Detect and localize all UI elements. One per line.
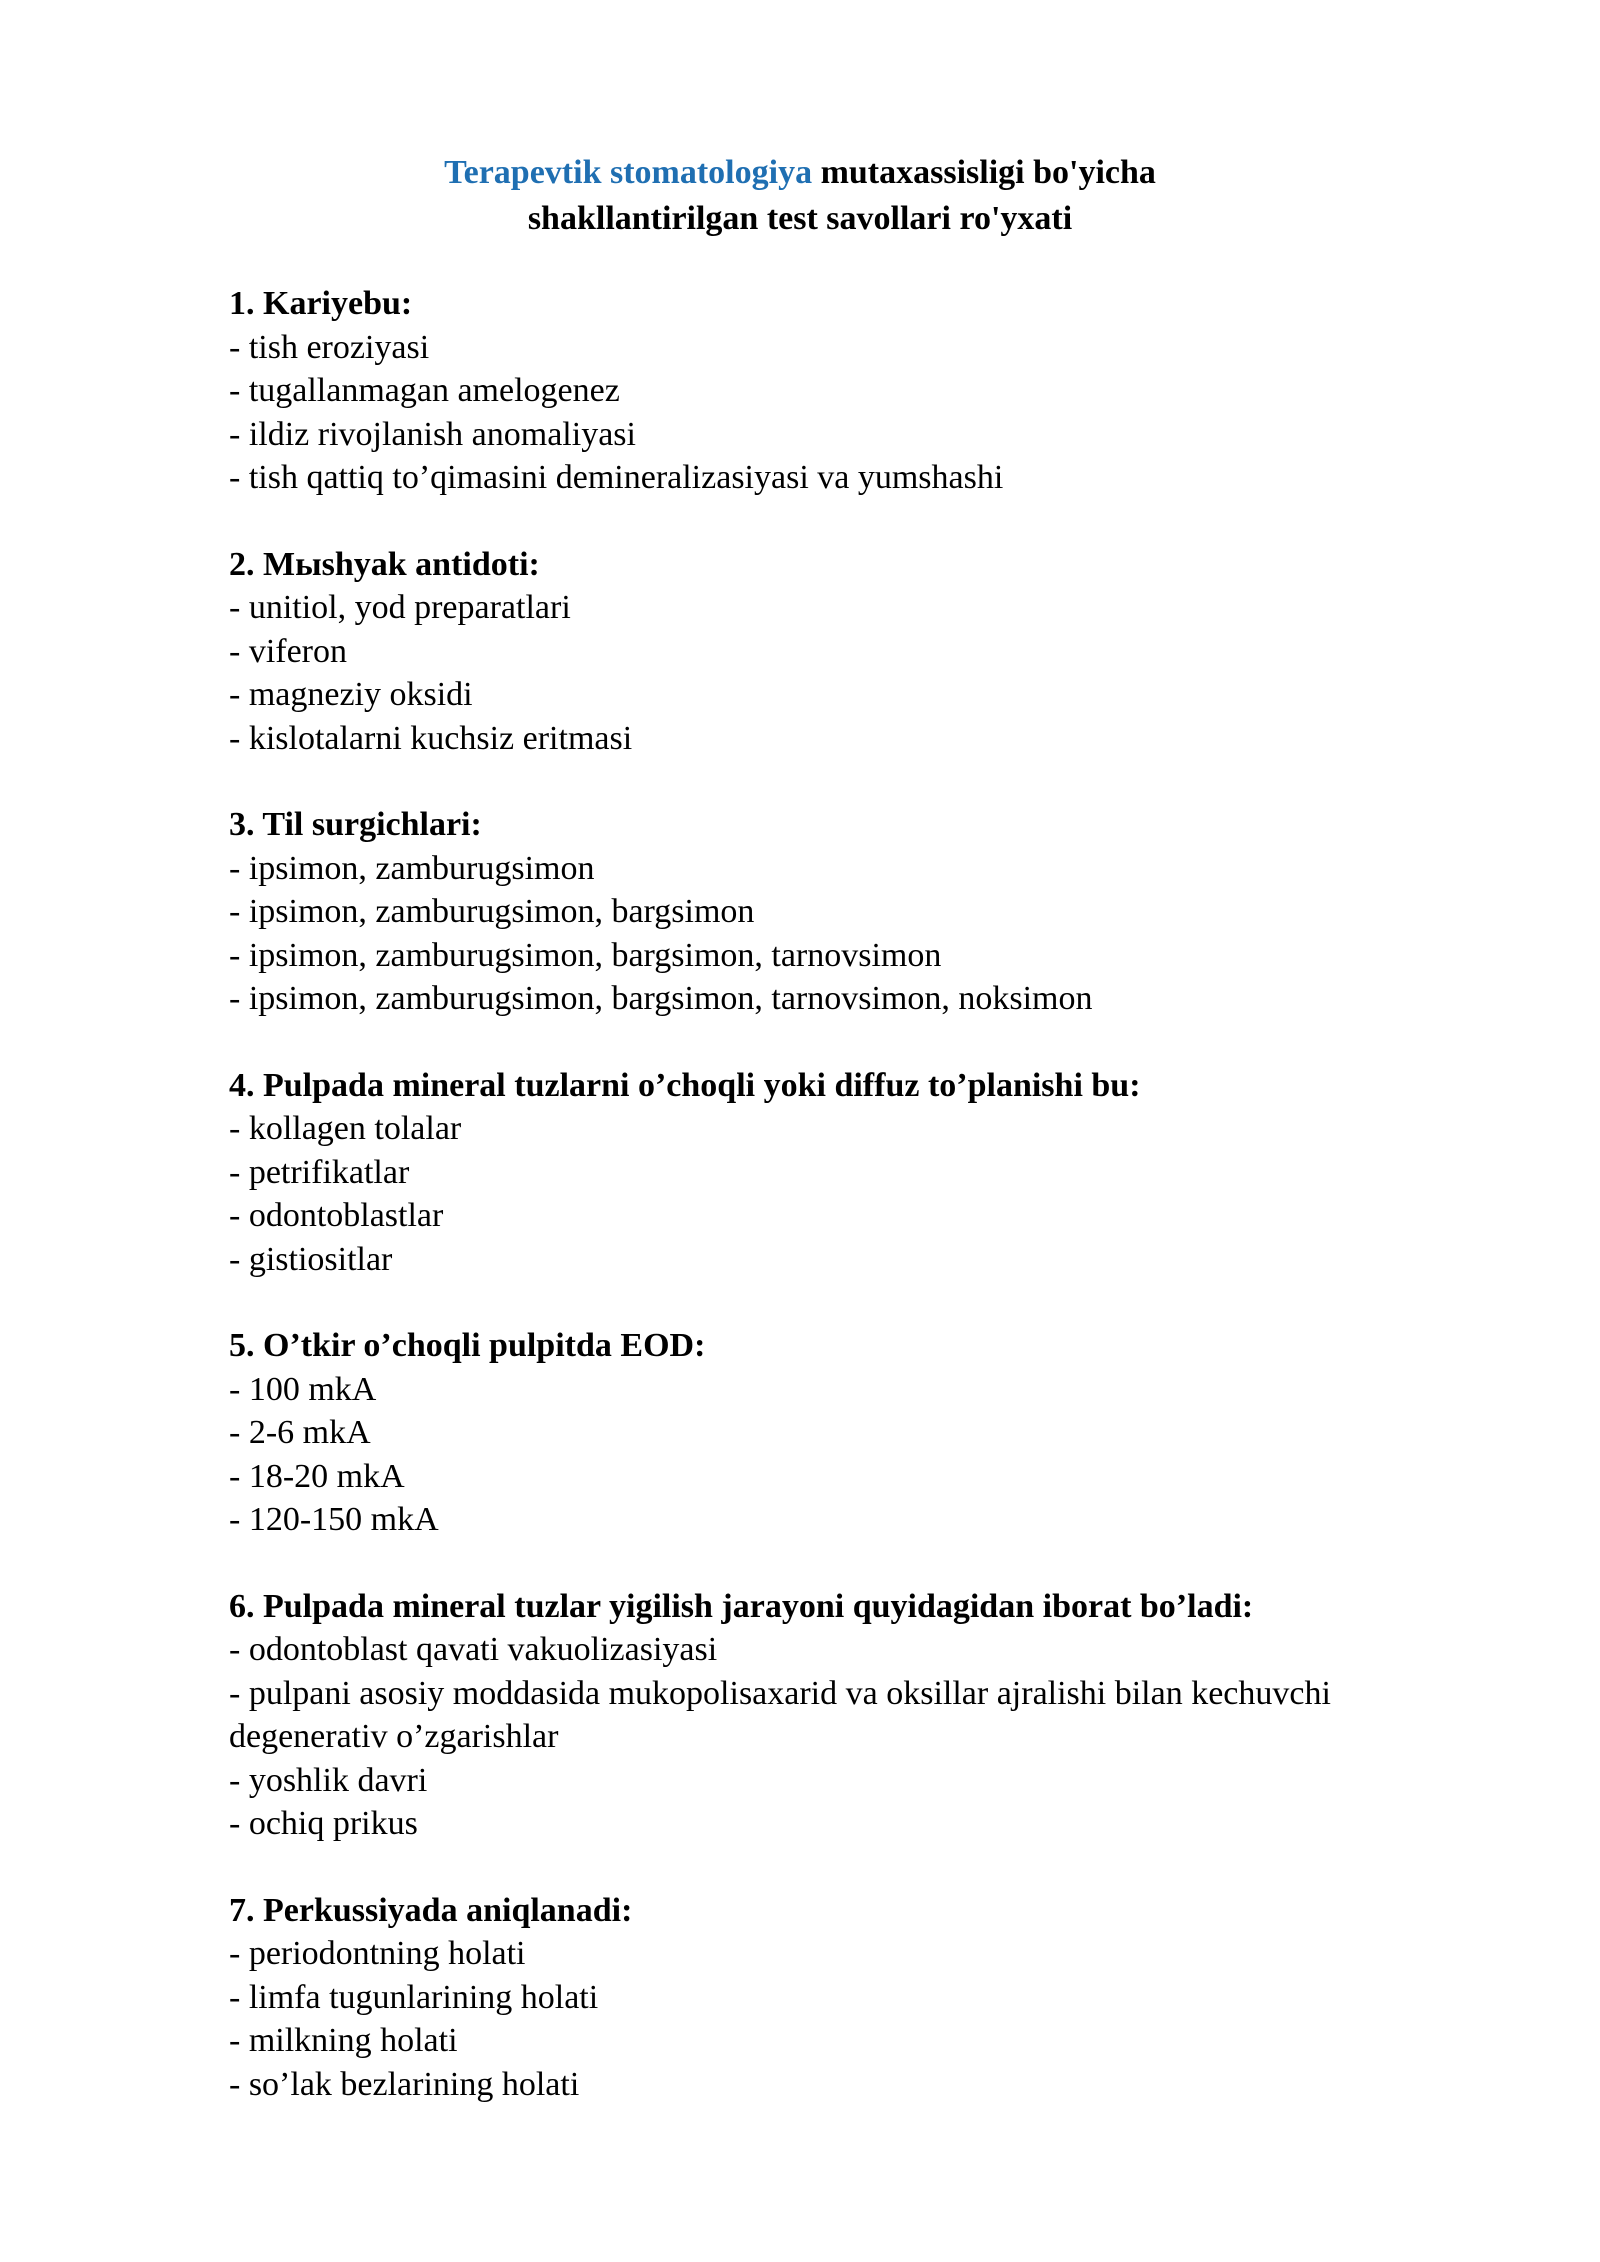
answer-options xyxy=(229,847,1469,1021)
answer-option: - ipsimon, zamburugsimon xyxy=(229,849,595,887)
question-2 xyxy=(229,543,1469,761)
title-line-1-rest: mutaxassisligi bo'yicha xyxy=(812,154,1156,191)
answer-options xyxy=(229,1368,1469,1542)
answer-option: - milkning holati xyxy=(229,2022,458,2059)
answer-option: - gistiositlar xyxy=(229,1240,393,1278)
question-title: 3. Til surgichlari: xyxy=(229,806,482,843)
answer-option: - viferon xyxy=(229,632,348,670)
answer-options xyxy=(229,326,1469,500)
answer-option: - kollagen tolalar xyxy=(229,1110,462,1147)
answer-option: - ipsimon, zamburugsimon, bargsimon, tarnovsimon, noksimon xyxy=(229,980,1093,1017)
answer-option: - 120-150 mkA xyxy=(229,1501,439,1538)
question-4 xyxy=(229,1064,1469,1282)
answer-option: - odontoblast qavati vakuolizasiyasi xyxy=(229,1631,718,1668)
question-3 xyxy=(229,803,1469,1021)
document-title xyxy=(0,150,1600,242)
answer-option: - ipsimon, zamburugsimon, bargsimon xyxy=(229,893,755,930)
answer-option: - 18-20 mkA xyxy=(229,1457,405,1495)
question-title: 6. Pulpada mineral tuzlar yigilish jarayoni quyidagidan iborat bo’ladi: xyxy=(229,1587,1254,1625)
answer-option: - unitiol, yod preparatlari xyxy=(229,589,571,626)
answer-option: - so’lak bezlarining holati xyxy=(229,2065,580,2103)
answer-option: - periodontning holati xyxy=(229,1935,526,1972)
answer-options xyxy=(229,586,1469,760)
answer-option: - pulpani asosiy moddasida mukopolisaxarid va oksillar ajralishi bilan kechuvchi degenerativ o’zgarishlar xyxy=(229,1674,1331,1755)
answer-option: - 100 mkA xyxy=(229,1370,377,1408)
answer-option: - tish eroziyasi xyxy=(229,328,430,366)
answer-options xyxy=(229,1932,1469,2106)
question-title: 5. O’tkir o’choqli pulpitda EOD: xyxy=(229,1327,706,1364)
answer-option: - ipsimon, zamburugsimon, bargsimon, tarnovsimon xyxy=(229,936,942,974)
question-6 xyxy=(229,1585,1469,1846)
answer-option: - tish qattiq to’qimasini demineralizasiyasi va yumshashi xyxy=(229,459,1004,496)
answer-option: - kislotalarni kuchsiz eritmasi xyxy=(229,719,633,757)
answer-option: - yoshlik davri xyxy=(229,1761,428,1799)
answer-options xyxy=(229,1107,1469,1281)
answer-option: - tugallanmagan amelogenez xyxy=(229,372,620,409)
answer-option: - ildiz rivojlanish anomaliyasi xyxy=(229,415,636,453)
question-list xyxy=(229,282,1469,2149)
question-7 xyxy=(229,1889,1469,2107)
question-title: 1. Kariyebu: xyxy=(229,285,413,322)
title-line-2: shakllantirilgan test savollari ro'yxati xyxy=(527,200,1073,237)
title-line-1 xyxy=(0,150,1600,196)
answer-option: - ochiq prikus xyxy=(229,1805,418,1842)
answer-option: - 2-6 mkA xyxy=(229,1414,371,1451)
question-5 xyxy=(229,1324,1469,1542)
answer-option: - odontoblastlar xyxy=(229,1197,444,1234)
question-title: 4. Pulpada mineral tuzlarni o’choqli yoki diffuz to’planishi bu: xyxy=(229,1066,1141,1104)
question-title: 2. Мыshyak antidoti: xyxy=(229,545,540,583)
question-title: 7. Perkussiyada aniqlanadi: xyxy=(229,1891,633,1929)
answer-option: - limfa tugunlarining holati xyxy=(229,1978,599,2016)
answer-option: - magneziy oksidi xyxy=(229,676,473,713)
title-accent-text: Terapevtik stomatologiya xyxy=(444,154,813,191)
question-1 xyxy=(229,282,1469,500)
answer-options xyxy=(229,1628,1469,1846)
answer-option: - petrifikatlar xyxy=(229,1153,410,1191)
